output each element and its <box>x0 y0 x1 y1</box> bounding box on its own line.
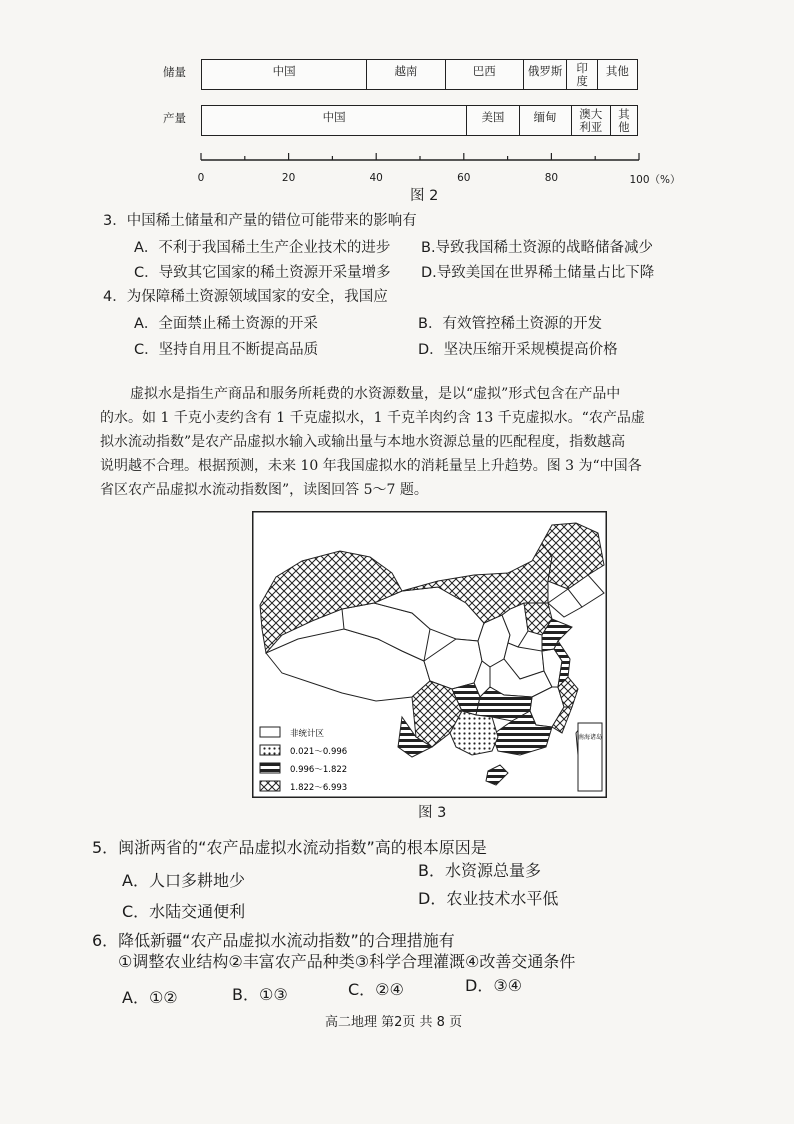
production-segment-4: 其 他 <box>618 107 630 134</box>
q3-option-d: D.导致美国在世界稀土储量占比下降 <box>421 265 655 281</box>
legend-swatch-blank <box>260 727 280 737</box>
reserves-segment-1: 越南 <box>367 60 445 89</box>
axis-tick-label: 40 <box>369 172 383 184</box>
production-bar <box>201 105 638 136</box>
q6-option-b: B．①③ <box>232 985 288 1004</box>
page-footer: 高二地理 第2页 共 8 页 <box>325 1015 463 1030</box>
q3-option-a: A．不利于我国稀土生产企业技术的进步 <box>134 240 391 256</box>
reserves-segment-0: 中国 <box>202 60 367 89</box>
legend-swatch-cross <box>260 781 280 791</box>
reserves-segment-3: 俄罗斯 <box>524 60 568 89</box>
q5-option-d: D．农业技术水平低 <box>418 889 559 908</box>
axis-tick-label: 100（%） <box>629 174 681 186</box>
q4-option-d: D．坚决压缩开采规模提高价格 <box>418 342 618 358</box>
passage-line: 拟水流动指数”是农产品虚拟水输入或输出量与本地水资源总量的匹配程度，指数越高 <box>100 434 626 450</box>
q6-option-d: D．③④ <box>465 976 523 995</box>
q6-option-a: A．①② <box>122 988 178 1007</box>
percent-axis <box>195 150 655 170</box>
q6-option-c: C．②④ <box>348 980 404 999</box>
q5-option-c: C．水陆交通便利 <box>122 902 246 921</box>
q6-stem: 6．降低新疆“农产品虚拟水流动指数”的合理措施有 <box>92 931 455 950</box>
production-label: 产量 <box>163 111 186 125</box>
reserves-segment-5: 其他 <box>605 64 629 78</box>
q5-stem: 5．闽浙两省的“农产品虚拟水流动指数”高的根本原因是 <box>92 838 487 857</box>
legend-swatch-dots <box>260 745 280 755</box>
figure-3-map <box>252 511 607 798</box>
china-map <box>252 511 607 798</box>
q4-stem: 4．为保障稀土资源领域国家的安全，我国应 <box>103 289 388 305</box>
axis-tick-label: 60 <box>457 172 471 184</box>
reserves-segment-4: 印 度 <box>567 60 597 89</box>
q3-stem: 3．中国稀土储量和产量的错位可能带来的影响有 <box>103 213 417 229</box>
q3-option-c: C．导致其它国家的稀土资源开采量增多 <box>134 265 391 281</box>
inset-label: 南海诸岛 <box>577 734 603 741</box>
reserves-label: 储量 <box>163 65 186 79</box>
figure-3-caption: 图 3 <box>418 805 447 821</box>
legend-label-cross: 1.822～6.993 <box>290 783 348 793</box>
passage-line: 虚拟水是指生产商品和服务所耗费的水资源数量，是以“虚拟”形式包含在产品中 <box>130 386 621 402</box>
q4-option-a: A．全面禁止稀土资源的开采 <box>134 316 318 332</box>
legend-label-stripes: 0.996～1.822 <box>290 765 348 775</box>
axis-tick-label: 20 <box>281 172 296 184</box>
q6-items: ①调整农业结构②丰富农产品种类③科学合理灌溉④改善交通条件 <box>118 952 576 971</box>
passage <box>100 382 692 502</box>
passage-line: 省区农产品虚拟水流动指数图”，读图回答 5～7 题。 <box>100 482 428 498</box>
legend-label-dots: 0.021～0.996 <box>290 747 348 757</box>
reserves-bar <box>201 59 638 90</box>
q4-option-c: C．坚持自用且不断提高品质 <box>134 342 319 358</box>
q5-option-a: A．人口多耕地少 <box>122 871 245 890</box>
figure-2-caption: 图 2 <box>410 188 439 204</box>
legend-swatch-stripes <box>260 763 280 773</box>
passage-line: 说明越不合理。根据预测，未来 10 年我国虚拟水的消耗量呈上升趋势。图 3 为“中国各 <box>100 458 642 474</box>
q5-option-b: B．水资源总量多 <box>418 861 541 880</box>
production-segment-1: 美国 <box>467 106 519 135</box>
passage-line: 的水。如 1 千克小麦约含有 1 千克虚拟水，1 千克羊肉约含 13 千克虚拟水。“农产品虚 <box>100 410 645 426</box>
production-segment-2: 缅甸 <box>520 106 572 135</box>
legend-label-blank: 非统计区 <box>290 729 325 739</box>
q3-option-b: B.导致我国稀土资源的战略储备减少 <box>421 240 654 256</box>
production-segment-0: 中国 <box>202 106 467 135</box>
axis-tick-label: 0 <box>197 172 205 184</box>
axis-tick-label: 80 <box>544 172 559 184</box>
production-segment-3: 澳大 利亚 <box>572 106 611 135</box>
reserves-segment-2: 巴西 <box>446 60 524 89</box>
q4-option-b: B．有效管控稀土资源的开发 <box>418 316 602 332</box>
